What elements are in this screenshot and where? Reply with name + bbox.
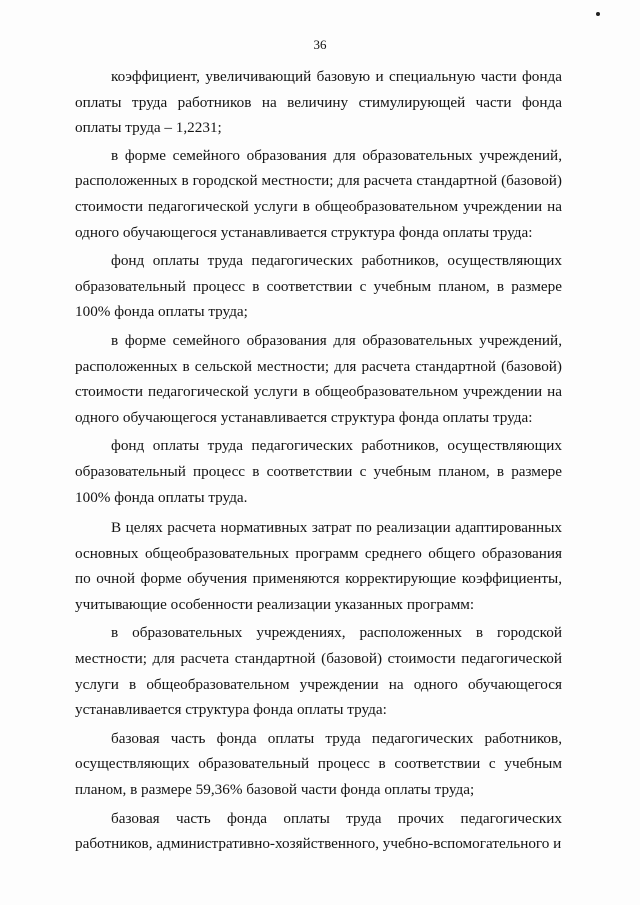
paragraph-coefficient: коэффициент, увеличивающий базовую и специальную части фонда оплаты труда работников на величину стимулирующей части фонда оплаты труда – 1,2231; — [75, 68, 562, 137]
paragraph-adapted-programs: В целях расчета нормативных затрат по реализации адаптированных основных общеобразовательных программ среднего общего образования по очной форме обучения применяются корректирующие коэффициенты, учитывающие особенности реализации указанных программ: — [75, 519, 562, 613]
paragraph-wage-fund-urban: фонд оплаты труда педагогических работников, осуществляющих образовательный процесс в соответствии с учебным планом, в размере 100% фонда оплаты труда; — [75, 252, 562, 321]
paragraph-wage-fund-rural: фонд оплаты труда педагогических работников, осуществляющих образовательный процесс в соответствии с учебным планом, в размере 100% фонда оплаты труда. — [75, 437, 562, 506]
document-body — [75, 64, 562, 857]
paragraph-base-part-teachers: базовая часть фонда оплаты труда педагогических работников, осуществляющих образовательный процесс в соответствии с учебным планом, в размере 59,36% базовой части фонда оплаты труда; — [75, 729, 562, 799]
paragraph-urban-institutions: в образовательных учреждениях, расположенных в городской местности; для расчета стандартной (базовой) стоимости педагогической услуги в общеобразовательном учреждении на одного обучающегося устанавливается структура фонда оплаты труда: — [75, 624, 562, 719]
paragraph-family-education-urban: в форме семейного образования для образовательных учреждений, расположенных в городской местности; для расчета стандартной (базовой) стоимости педагогической услуги в общеобразовательном учреждении на одного обучающегося устанавливается структура фонда оплаты труда: — [75, 146, 562, 241]
paragraph-base-part-other-staff: базовая часть фонда оплаты труда прочих педагогических работников, административно-хозяйственного, учебно-вспомогательного и — [75, 809, 562, 853]
paragraph-family-education-rural: в форме семейного образования для образовательных учреждений, расположенных в сельской местности; для расчета стандартной (базовой) стоимости педагогической услуги в общеобразовательном учреждении на одного обучающегося устанавливается структура фонда оплаты труда: — [75, 331, 562, 426]
scan-speck — [596, 12, 600, 16]
page-number: 36 — [313, 37, 327, 52]
